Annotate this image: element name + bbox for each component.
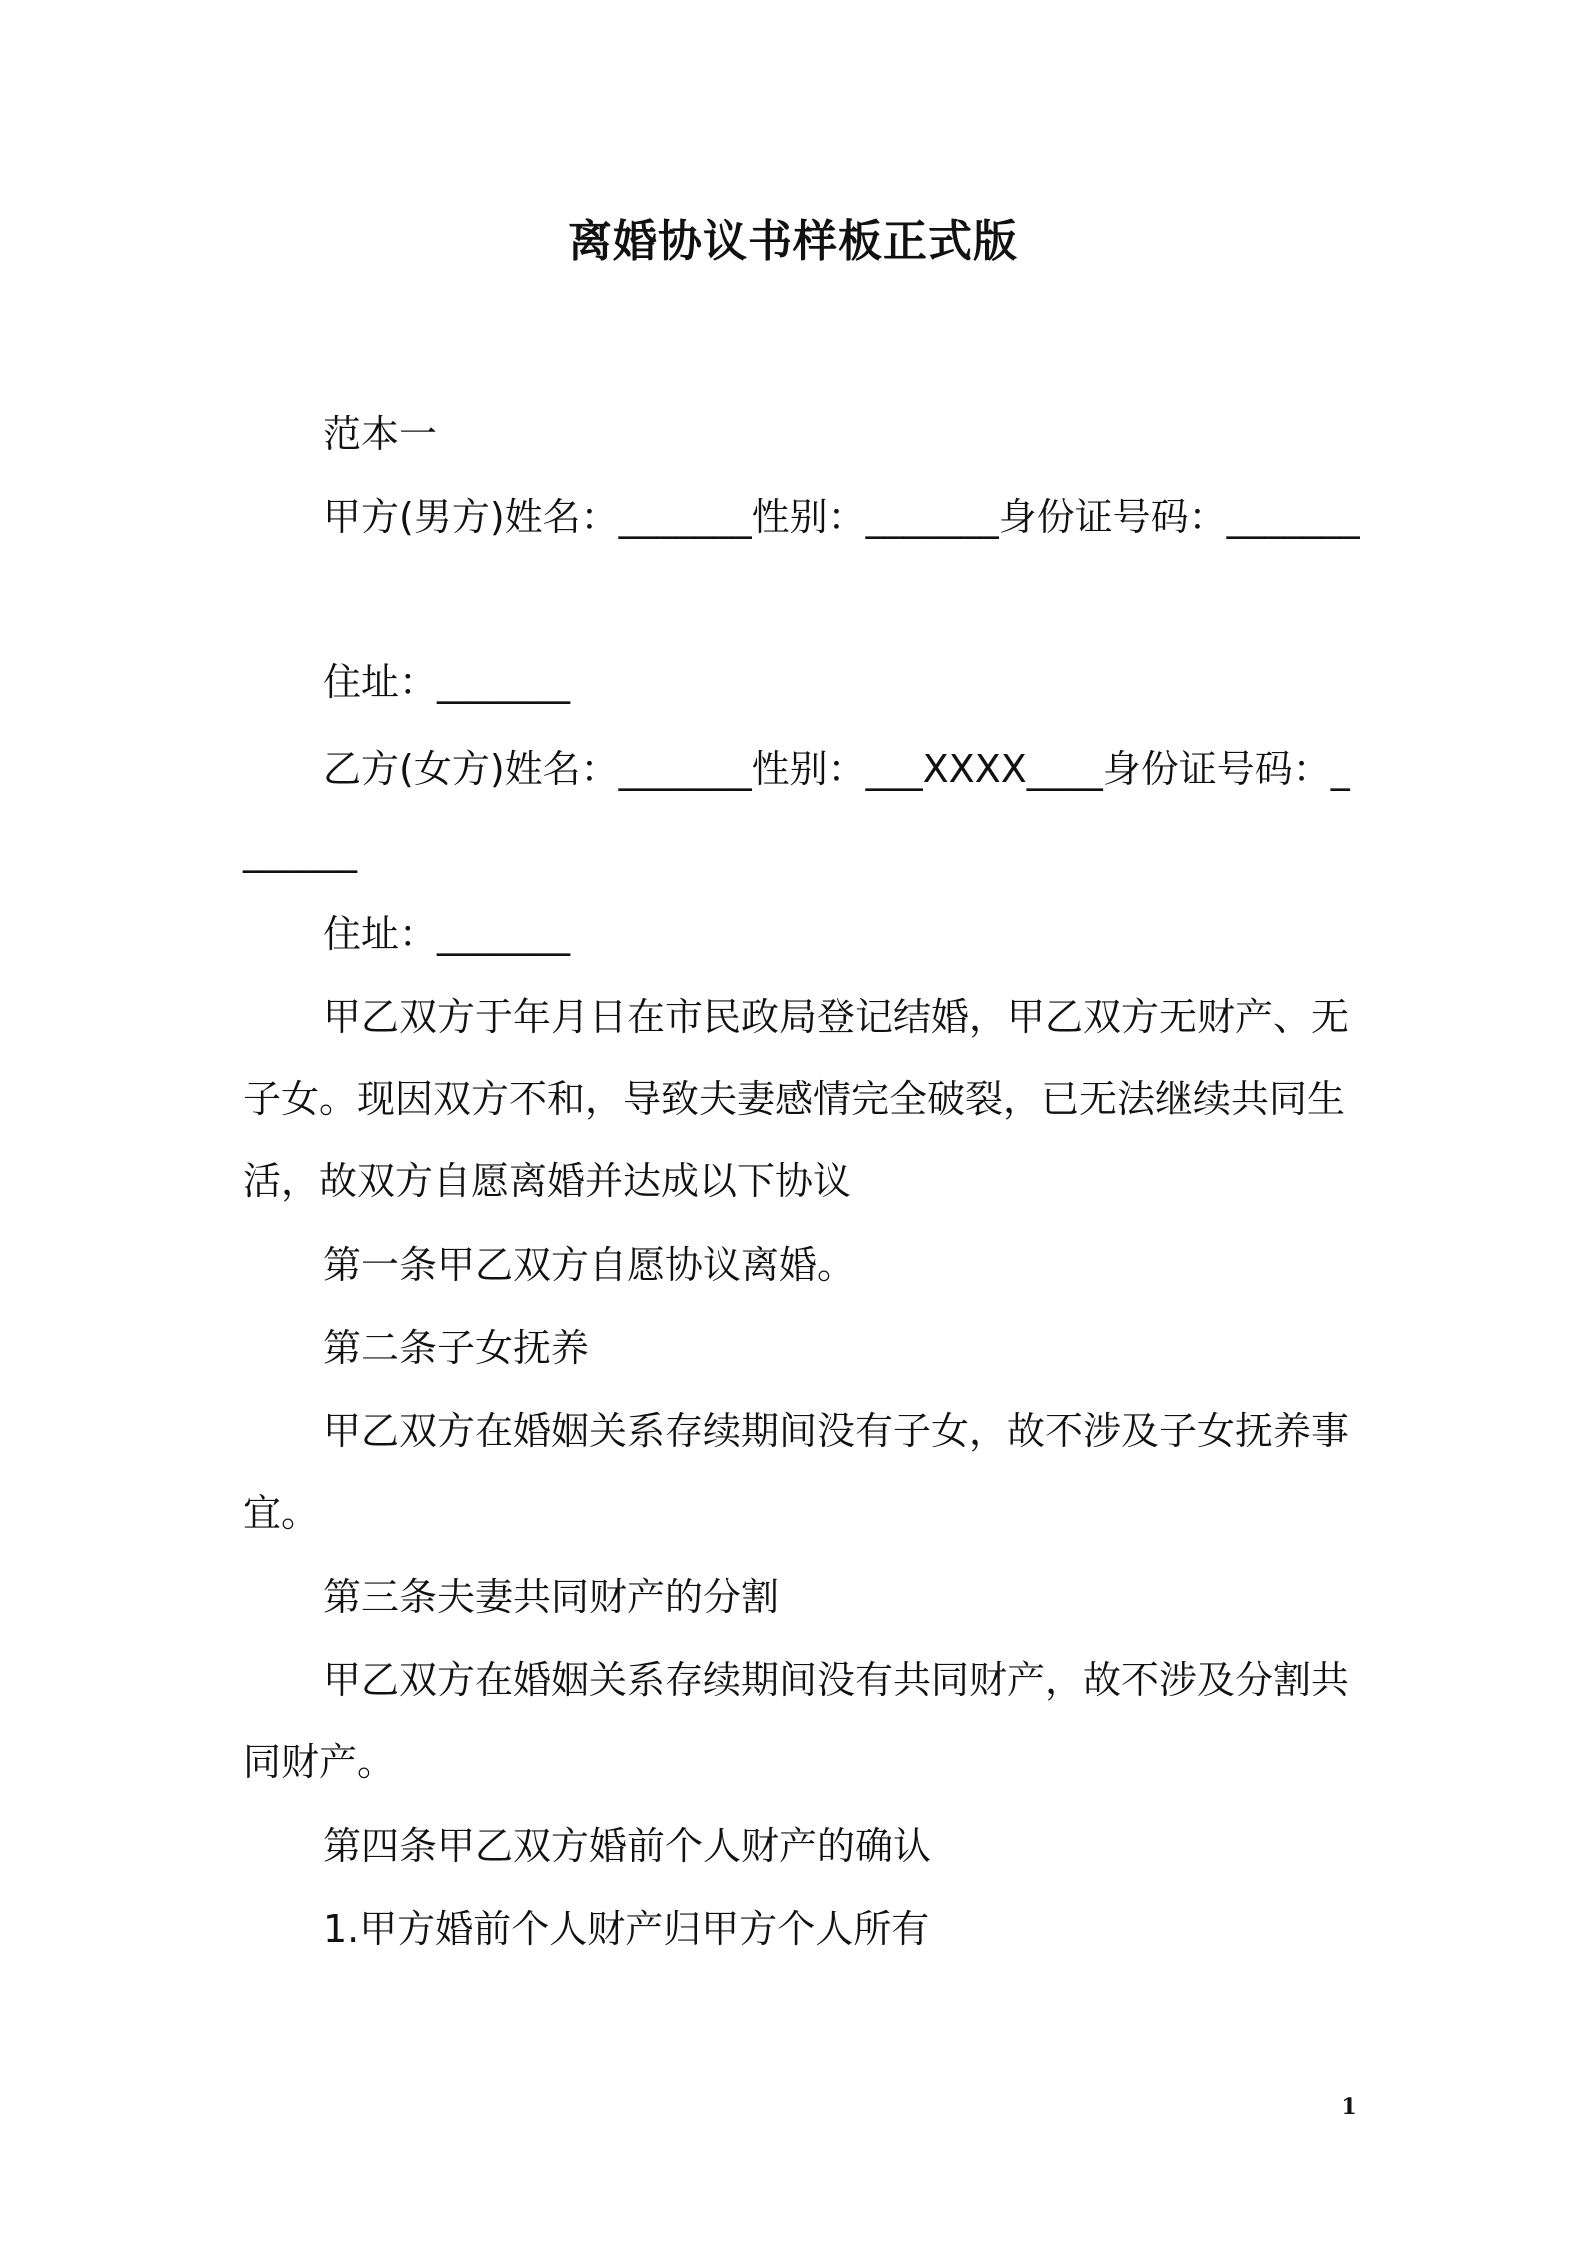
paragraph-preamble: 甲乙双方于年月日在市民政局登记结婚，甲乙双方无财产、无子女。现因双方不和，导致夫妻感情完全破裂，已无法继续共同生活，故双方自愿离婚并达成以下协议 bbox=[243, 995, 1350, 1203]
paragraph-article-3-body: 甲乙双方在婚姻关系存续期间没有共同财产，故不涉及分割共同财产。 bbox=[243, 1658, 1350, 1784]
paragraph-article-1: 第一条甲乙双方自愿协议离婚。 bbox=[323, 1243, 856, 1287]
paragraph-sample-heading: 范本一 bbox=[323, 412, 438, 456]
document-title: 离婚协议书样板正式版 bbox=[568, 216, 1018, 267]
paragraph-article-3-heading: 第三条夫妻共同财产的分割 bbox=[323, 1575, 780, 1619]
paragraph-article-4-item-1: 1.甲方婚前个人财产归甲方个人所有 bbox=[323, 1907, 930, 1951]
paragraph-article-4-heading: 第四条甲乙双方婚前个人财产的确认 bbox=[323, 1824, 932, 1868]
paragraph-party-a-info: 甲方(男方)姓名：_______性别：_______身份证号码：_______ bbox=[323, 495, 1360, 539]
paragraph-party-a-address: 住址：_______ bbox=[323, 660, 571, 704]
paragraph-article-2-heading: 第二条子女抚养 bbox=[323, 1326, 590, 1370]
paragraph-article-2-body: 甲乙双方在婚姻关系存续期间没有子女，故不涉及子女抚养事宜。 bbox=[243, 1409, 1350, 1535]
paragraph-party-b-info: 乙方(女方)姓名：_______性别：___XXXX____身份证号码：_______ bbox=[243, 747, 1350, 873]
paragraph-party-b-address: 住址：_______ bbox=[323, 912, 571, 956]
page-number: 1 bbox=[1341, 2094, 1357, 2120]
